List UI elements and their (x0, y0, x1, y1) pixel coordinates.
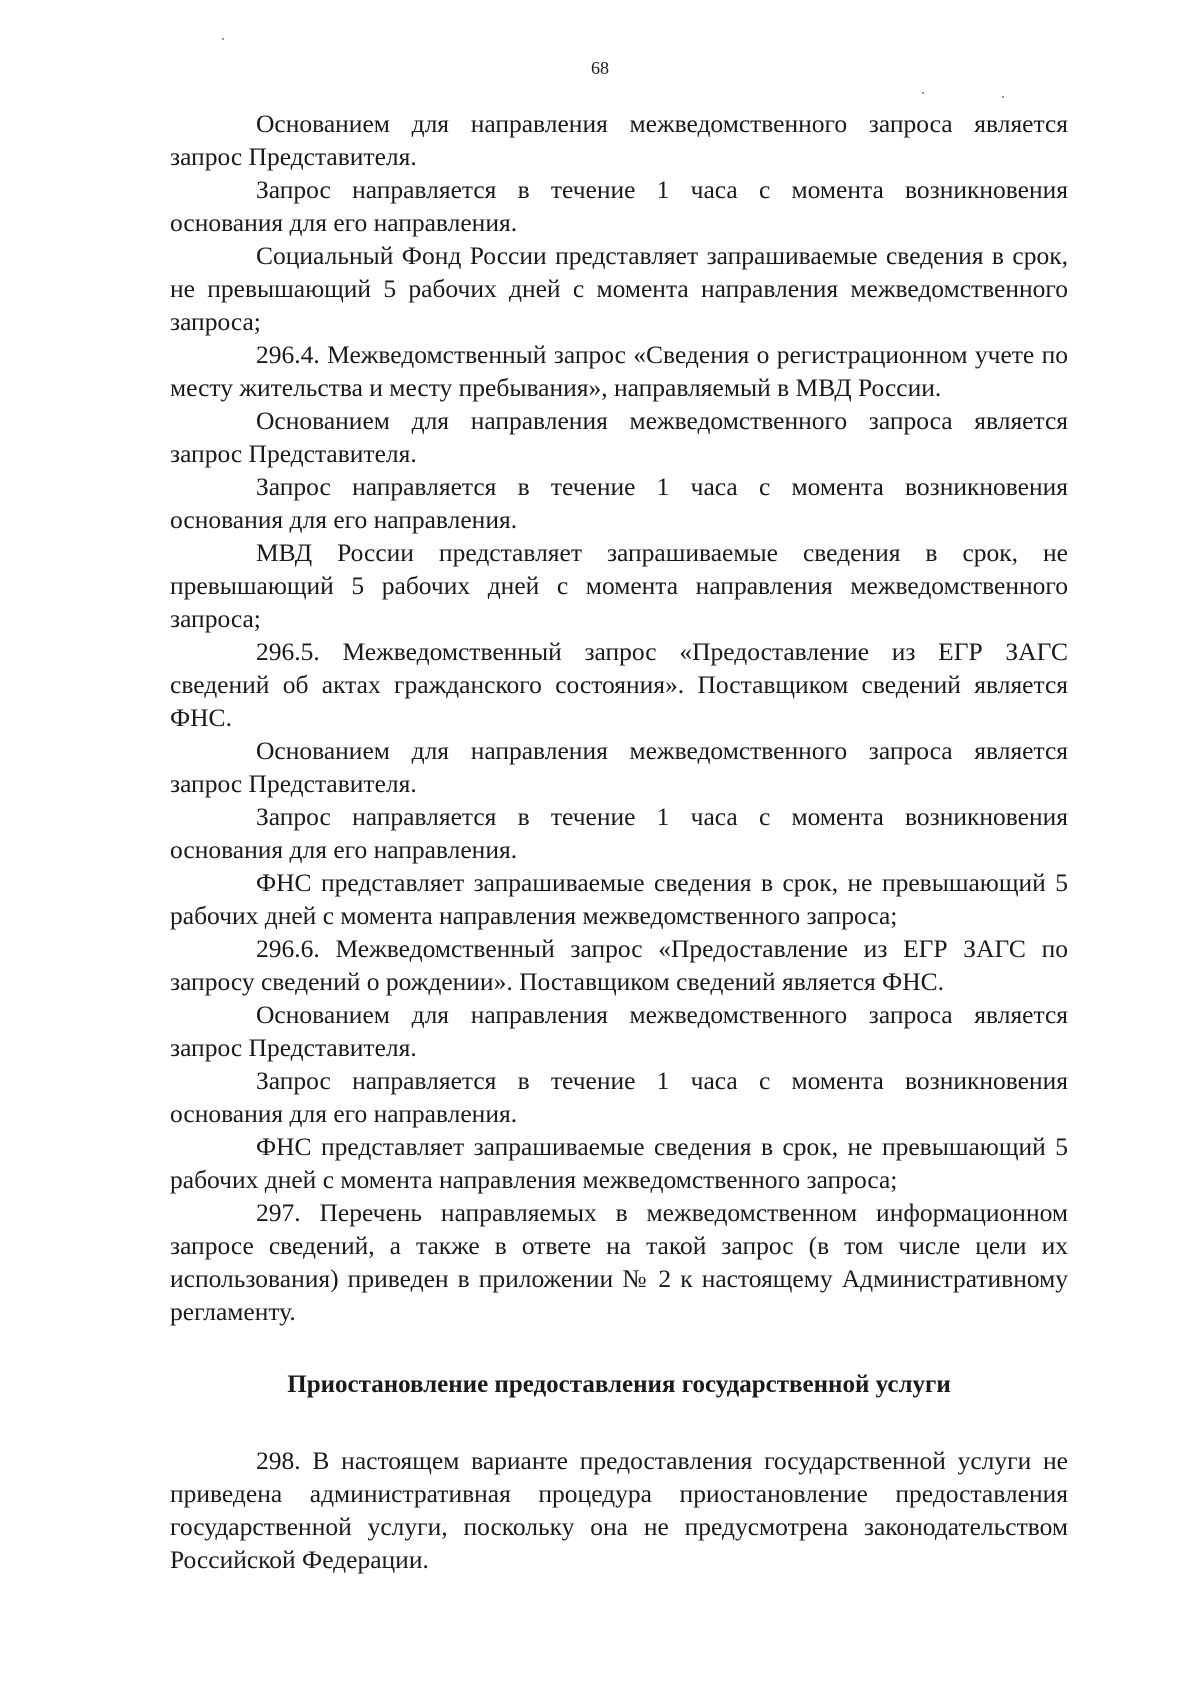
paragraph-296-6: 296.6. Межведомственный запрос «Предоставление из ЕГР ЗАГС по запросу сведений о рождении». Поставщиком сведений является ФНС. (170, 934, 1068, 996)
paragraph: ФНС представляет запрашиваемые сведения в срок, не превышающий 5 рабочих дней с момента направления межведомственного запроса; (170, 1132, 1068, 1194)
paragraph: Основанием для направления межведомственного запроса является запрос Представителя. (170, 736, 1068, 798)
paragraph: Запрос направляется в течение 1 часа с момента возникновения основания для его направления. (170, 802, 1068, 864)
paragraph-297: 297. Перечень направляемых в межведомственном информационном запросе сведений, а также в ответе на такой запрос (в том числе цели их использования) приведен в приложении № 2 к настоящему Административному регламенту. (170, 1198, 1068, 1326)
page-number: 68 (591, 58, 609, 78)
paragraph: МВД России представляет запрашиваемые сведения в срок, не превышающий 5 рабочих дней с момента направления межведомственного запроса; (170, 538, 1068, 633)
scan-speck (1002, 96, 1004, 98)
paragraph-296-4: 296.4. Межведомственный запрос «Сведения о регистрационном учете по месту жительства и месту пребывания», направляемый в МВД России. (170, 340, 1068, 402)
paragraph-296-5: 296.5. Межведомственный запрос «Предоставление из ЕГР ЗАГС сведений об актах гражданского состояния». Поставщиком сведений является ФНС. (170, 637, 1068, 732)
paragraph: Запрос направляется в течение 1 часа с момента возникновения основания для его направления. (170, 472, 1068, 534)
document-body (170, 107, 1068, 1576)
scan-speck (222, 38, 224, 40)
paragraph: Основанием для направления межведомственного запроса является запрос Представителя. (170, 109, 1068, 171)
paragraph: ФНС представляет запрашиваемые сведения в срок, не превышающий 5 рабочих дней с момента направления межведомственного запроса; (170, 868, 1068, 930)
section-heading: Приостановление предоставления государственной услуги (287, 1371, 951, 1398)
paragraph: Основанием для направления межведомственного запроса является запрос Представителя. (170, 406, 1068, 468)
scan-speck (922, 92, 924, 94)
paragraph: Запрос направляется в течение 1 часа с момента возникновения основания для его направления. (170, 1066, 1068, 1128)
paragraph: Запрос направляется в течение 1 часа с момента возникновения основания для его направления. (170, 175, 1068, 237)
paragraph: Социальный Фонд России представляет запрашиваемые сведения в срок, не превышающий 5 рабочих дней с момента направления межведомственного запроса; (170, 241, 1068, 336)
paragraph: Основанием для направления межведомственного запроса является запрос Представителя. (170, 1000, 1068, 1062)
paragraph-298: 298. В настоящем варианте предоставления государственной услуги не приведена административная процедура приостановление предоставления государственной услуги, поскольку она не предусмотрена законодательством Российской Федерации. (170, 1446, 1068, 1574)
